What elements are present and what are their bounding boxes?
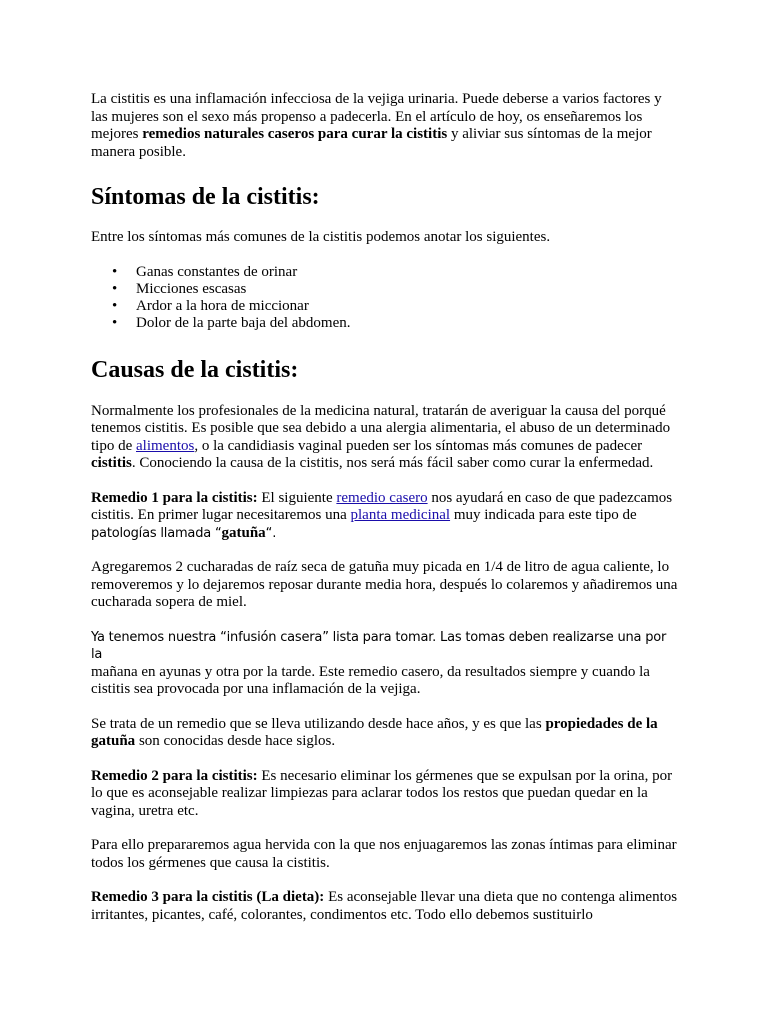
infusion-text-2: mañana en ayunas y otra por la tarde. Este remedio casero, da resultados siempre y cuando la cistitis sea provocada por una inflamación de la vejiga.: [91, 663, 650, 697]
article: [91, 88, 681, 924]
sintomas-list: [91, 264, 681, 332]
sintomas-heading: Síntomas de la cistitis:: [91, 184, 320, 210]
causas-text-2: , o la candidiasis vaginal pueden ser los síntomas más comunes de padecer: [194, 437, 643, 454]
gatuna-bold: gatuña: [221, 524, 266, 541]
remedio3-text: Es aconsejable llevar una dieta que no contenga alimentos irritantes, picantes, café, colorantes, condimentos etc. Todo ello debemos sustituirlo: [91, 889, 678, 923]
sintomas-intro: Entre los síntomas más comunes de la cistitis podemos anotar los siguientes.: [91, 229, 551, 245]
remedio2-paragraph: [91, 768, 681, 821]
infusion-paragraph: [91, 629, 681, 699]
remedio1-text-1: El siguiente: [257, 489, 337, 506]
remedio2-label: Remedio 2 para la cistitis:: [91, 767, 258, 784]
list-item: • Dolor de la parte baja del abdomen.: [91, 315, 681, 332]
agregaremos-paragraph: Agregaremos 2 cucharadas de raíz seca de gatuña muy picada en 1/4 de litro de agua caliente, lo removeremos y lo dejaremos reposar durante media hora, después lo colaremos y añadiremos una cucharada sopera de miel.: [91, 559, 678, 610]
trata-bold: propiedades de la gatuña: [91, 715, 658, 749]
remedio3-label: Remedio 3 para la cistitis (La dieta):: [91, 889, 325, 905]
paraello-paragraph: Para ello prepararemos agua hervida con la que nos enjuagaremos las zonas íntimas para eliminar todos los gérmenes que causa la cistitis.: [91, 837, 677, 871]
trata-text-2: son conocidas desde hace siglos.: [135, 733, 336, 749]
remedio1-text-4: patologías llamada “: [91, 525, 222, 541]
list-item: • Ganas constantes de orinar: [91, 264, 681, 281]
causas-bold: cistitis: [91, 455, 132, 471]
planta-medicinal-link[interactable]: planta medicinal: [350, 507, 451, 523]
remedio1-text-2: nos ayudará en caso de que padezcamos cistitis. En primer lugar necesitaremos una: [91, 489, 673, 523]
remedio2-text: Es necesario eliminar los gérmenes que se expulsan por la orina, por lo que es aconsejable realizar limpiezas para aclarar todos los restos que puedan quedar en la vagina, uretra etc.: [91, 767, 673, 819]
remedio1-text-5: “.: [265, 525, 277, 541]
intro-paragraph: [91, 91, 681, 161]
list-item: • Ardor a la hora de miccionar: [91, 298, 681, 315]
causas-heading: Causas de la cistitis:: [91, 356, 299, 383]
intro-bold: remedios naturales caseros para curar la cistitis: [142, 126, 448, 142]
remedio1-paragraph: [91, 490, 681, 543]
trata-text-1: Se trata de un remedio que se lleva utilizando desde hace años, y es que las: [91, 715, 546, 732]
alimentos-link[interactable]: alimentos: [136, 437, 195, 454]
infusion-text-1: Ya tenemos nuestra “infusión casera” lista para tomar. Las tomas deben realizarse una por la: [91, 629, 667, 662]
causas-paragraph: [91, 403, 681, 473]
causas-text-1: Normalmente los profesionales de la medicina natural, tratarán de averiguar la causa del porqué tenemos cistitis. Es posible que sea debido a una alergia alimentaria, el abuso de un determinado tipo de: [91, 402, 671, 454]
intro-text-1: La cistitis es una inflamación infecciosa de la vejiga urinaria. Puede deberse a varios factores y las mujeres son el sexo más propenso a padecerla. En el artículo de hoy, os enseñaremos los mejores: [91, 91, 662, 142]
trata-paragraph: [91, 716, 681, 751]
remedio3-paragraph: [91, 889, 681, 924]
remedio-casero-link[interactable]: remedio casero: [336, 489, 428, 506]
remedio1-label: Remedio 1 para la cistitis:: [91, 489, 258, 506]
intro-text-2: y aliviar sus síntomas de la mejor manera posible.: [91, 126, 652, 160]
remedio1-text-3: muy indicada para este tipo de: [450, 507, 637, 523]
list-item: • Micciones escasas: [91, 281, 681, 298]
causas-text-3: . Conociendo la causa de la cistitis, nos será más fácil saber como curar la enfermedad.: [131, 455, 654, 471]
